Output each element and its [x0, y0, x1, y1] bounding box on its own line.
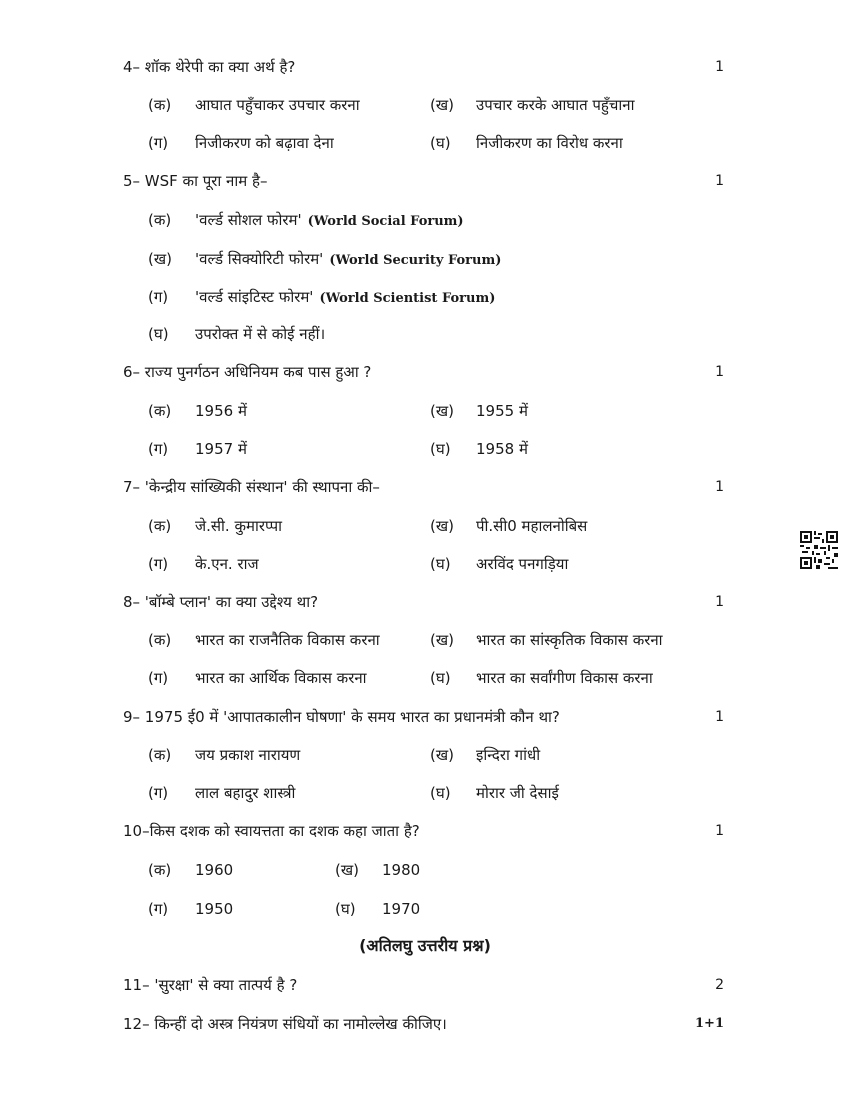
option-label: (ख) — [430, 746, 454, 764]
option-english-text: (World Scientist Forum) — [319, 291, 496, 306]
question-9 — [0, 704, 850, 730]
option-text: 1980 — [382, 861, 421, 879]
option-text: 'वर्ल्ड सांइटिस्ट फोरम' (World Scientist Forum) — [195, 288, 496, 306]
question-6 — [0, 359, 850, 385]
option-label: (ग) — [148, 784, 169, 802]
option-english-text: (World Security Forum) — [329, 253, 502, 268]
option-label: (क) — [148, 746, 172, 764]
question-marks: 2 — [715, 977, 724, 993]
option-label: (ख) — [430, 402, 454, 420]
option-text: 1970 — [382, 900, 421, 918]
option-text: निजीकरण को बढ़ावा देना — [195, 134, 334, 152]
option-text: 1950 — [195, 900, 234, 918]
option-label: (ग) — [148, 134, 169, 152]
question-5-option-b — [0, 246, 850, 272]
option-text: 'वर्ल्ड सोशल फोरम' (World Social Forum) — [195, 211, 464, 229]
question-4-options-row-1 — [0, 92, 850, 118]
option-text: 1960 — [195, 861, 234, 879]
option-label: (क) — [148, 517, 172, 535]
option-text: लाल बहादुर शास्त्री — [195, 784, 296, 802]
question-8 — [0, 589, 850, 615]
question-11 — [0, 972, 850, 998]
option-english-text: (World Social Forum) — [307, 214, 464, 229]
qr-code-icon — [799, 530, 839, 570]
question-marks: 1+1 — [695, 1016, 724, 1031]
question-marks: 1 — [715, 173, 724, 189]
option-text: के.एन. राज — [195, 555, 259, 573]
question-text: 8– 'बॉम्बे प्लान' का क्या उद्देश्य था? — [123, 593, 319, 611]
option-text: अरविंद पनगड़िया — [476, 555, 569, 573]
question-9-options-row-1 — [0, 742, 850, 768]
question-10-options-row-1 — [0, 857, 850, 883]
option-text: भारत का सांस्कृतिक विकास करना — [476, 631, 663, 649]
question-text: 11– 'सुरक्षा' से क्या तात्पर्य है ? — [123, 976, 298, 994]
section-heading: (अतिलघु उत्तरीय प्रश्न) — [359, 936, 491, 955]
question-6-options-row-1 — [0, 398, 850, 424]
option-text: आघात पहुँचाकर उपचार करना — [195, 96, 360, 114]
option-label: (घ) — [335, 900, 356, 918]
question-text: 6– राज्य पुनर्गठन अधिनियम कब पास हुआ ? — [123, 363, 372, 381]
option-text: उपचार करके आघात पहुँचाना — [476, 96, 635, 114]
option-label: (क) — [148, 96, 172, 114]
question-5-option-c — [0, 284, 850, 310]
question-text: 7– 'केन्द्रीय सांख्यिकी संस्थान' की स्थापना की– — [123, 478, 380, 496]
option-text: जय प्रकाश नारायण — [195, 746, 301, 764]
question-text: 9– 1975 ई0 में 'आपातकालीन घोषणा' के समय भारत का प्रधानमंत्री कौन था? — [123, 708, 560, 726]
question-text: 4– शॉक थेरेपी का क्या अर्थ है? — [123, 58, 296, 76]
question-8-options-row-2 — [0, 665, 850, 691]
question-text: 12– किन्हीं दो अस्त्र नियंत्रण संधियों का नामोल्लेख कीजिए। — [123, 1015, 447, 1033]
option-text: भारत का आर्थिक विकास करना — [195, 669, 367, 687]
option-text: 1955 में — [476, 402, 528, 420]
option-text: जे.सी. कुमारप्पा — [195, 517, 282, 535]
option-text: भारत का राजनैतिक विकास करना — [195, 631, 380, 649]
question-marks: 1 — [715, 364, 724, 380]
question-7-options-row-2 — [0, 551, 850, 577]
option-text: निजीकरण का विरोध करना — [476, 134, 623, 152]
option-label: (क) — [148, 631, 172, 649]
option-label: (ग) — [148, 288, 169, 306]
question-9-options-row-2 — [0, 780, 850, 806]
question-4-options-row-2 — [0, 130, 850, 156]
option-label: (ख) — [430, 517, 454, 535]
option-label: (क) — [148, 402, 172, 420]
question-10 — [0, 818, 850, 844]
option-label: (ग) — [148, 440, 169, 458]
option-label: (ख) — [335, 861, 359, 879]
option-text: 1958 में — [476, 440, 528, 458]
option-text: मोरार जी देसाई — [476, 784, 559, 802]
option-label: (ग) — [148, 669, 169, 687]
option-text: इन्दिरा गांधी — [476, 746, 541, 764]
option-text: 1957 में — [195, 440, 247, 458]
question-10-options-row-2 — [0, 896, 850, 922]
question-7 — [0, 474, 850, 500]
question-7-options-row-1 — [0, 513, 850, 539]
option-label: (घ) — [148, 325, 169, 343]
option-label: (क) — [148, 211, 172, 229]
question-marks: 1 — [715, 823, 724, 839]
question-text: 10–किस दशक को स्वायत्तता का दशक कहा जाता है? — [123, 822, 420, 840]
option-label: (घ) — [430, 555, 451, 573]
question-marks: 1 — [715, 594, 724, 610]
option-label: (ग) — [148, 555, 169, 573]
question-text: 5– WSF का पूरा नाम है– — [123, 172, 268, 190]
question-marks: 1 — [715, 709, 724, 725]
option-text: 'वर्ल्ड सिक्योरिटी फोरम' (World Security Forum) — [195, 250, 502, 268]
question-4 — [0, 54, 850, 80]
option-label: (ग) — [148, 900, 169, 918]
question-marks: 1 — [715, 59, 724, 75]
option-label: (ख) — [430, 96, 454, 114]
option-label: (घ) — [430, 440, 451, 458]
question-12 — [0, 1011, 850, 1037]
question-5-option-d — [0, 321, 850, 347]
option-label: (ख) — [430, 631, 454, 649]
question-8-options-row-1 — [0, 627, 850, 653]
question-5-option-a — [0, 207, 850, 233]
question-6-options-row-2 — [0, 436, 850, 462]
option-text: उपरोक्त में से कोई नहीं। — [195, 325, 326, 343]
option-text: पी.सी0 महालनोबिस — [476, 517, 588, 535]
option-label: (ख) — [148, 250, 172, 268]
option-label: (क) — [148, 861, 172, 879]
question-marks: 1 — [715, 479, 724, 495]
option-label: (घ) — [430, 134, 451, 152]
option-text: 1956 में — [195, 402, 247, 420]
option-label: (घ) — [430, 669, 451, 687]
question-5 — [0, 168, 850, 194]
option-text: भारत का सर्वांगीण विकास करना — [476, 669, 653, 687]
option-label: (घ) — [430, 784, 451, 802]
